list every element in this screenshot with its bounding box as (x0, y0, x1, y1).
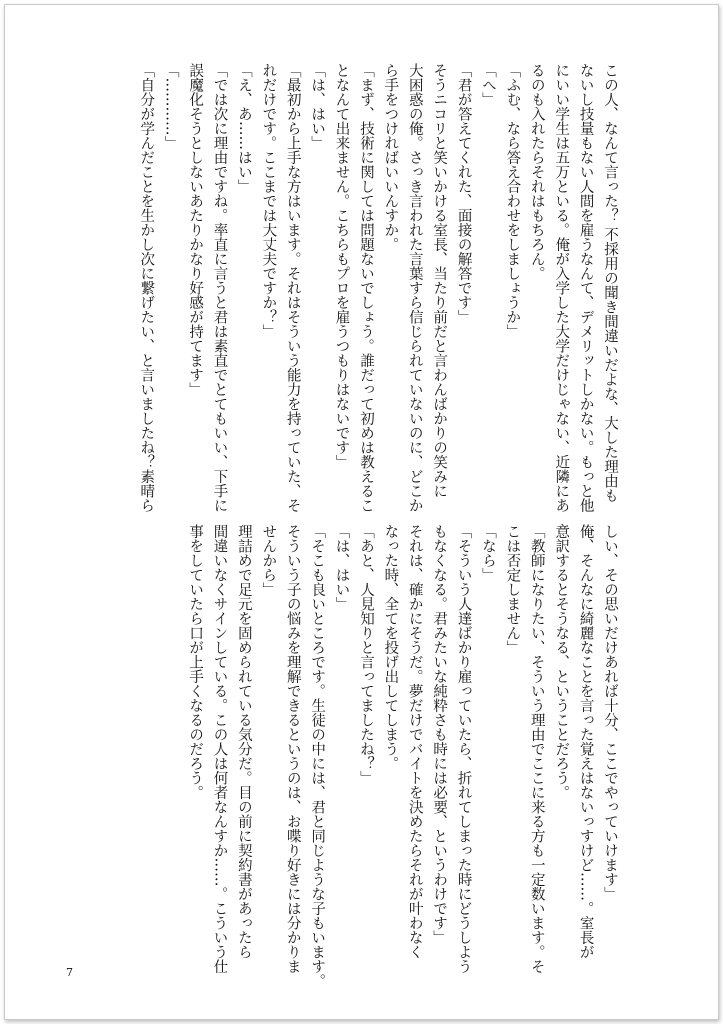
text-line: 「は、はい」 (333, 524, 350, 611)
text-line: 「へ」 (479, 63, 496, 107)
text-line: 意訳するとそうなる、ということだろう。 (553, 524, 570, 800)
text-line: 「最初から上手な方はいます。それはそういう能力を持っていた、そ (284, 63, 301, 513)
upper-text-block (134, 63, 622, 513)
text-line: 「あと、人見知りと言ってましたね？」 (357, 524, 374, 785)
book-page (4, 4, 719, 1020)
text-line: 「教師になりたい、そういう理由でここに来る方も一定数います。そ (528, 524, 545, 974)
text-line: にいい学生は五万といる。俺が入学した大学だけじゃない、近隣にあ (553, 63, 570, 513)
text-line: 「自分が学んだことを生かし次に繋げたい、と言いましたね？素晴ら (138, 63, 155, 513)
text-line: 「…………」 (162, 63, 179, 150)
text-line: 「は、はい」 (309, 63, 326, 150)
text-line: 間違いなくサインしている。この人は何者なんすか……。こういう仕 (211, 524, 228, 974)
page-number: 7 (66, 966, 73, 979)
text-line: となんて出来ません。こちらもプロを雇うつもりはないです」 (333, 63, 350, 469)
text-line: もなくなる。君みたいな純粋さも時には必要、というわけです」 (431, 524, 448, 945)
text-line: 「ふむ、なら答え合わせをしましょうか」 (504, 63, 521, 339)
text-line: るのも入れたらそれはもちろん。 (528, 63, 545, 281)
text-line: こは否定しません」 (504, 524, 521, 655)
lower-text-block (183, 524, 622, 988)
text-line: 「君が答えてくれた、面接の解答です」 (455, 63, 472, 324)
text-line: そうニコリと笑いかける室長、当たり前だと言わんばかりの笑みに (431, 63, 448, 498)
text-line: この人、なんて言った？ 不採用の聞き間違いだよな、大した理由も (602, 63, 618, 503)
text-line: 「そこも良いところです。生徒の中には、君と同じような子もいます。 (309, 524, 326, 988)
text-line: そういう子の悩みを理解できるというのは、お喋り好きには分かりま (284, 524, 301, 974)
text-line: それは、確かにそうだ。夢だけでバイトを決めたらそれが叶わなく (406, 524, 423, 959)
text-line: しい、その思いだけあれば十分、ここでやっていけます」 (602, 524, 618, 901)
text-line: 「なら」 (479, 524, 496, 582)
text-line: 俺、そんなに綺麗なことを言った覚えはないっすけど……。室長が (577, 524, 594, 959)
text-line: 「え、あ……はい」 (235, 63, 252, 194)
text-line: 理詰めで足元を固められている気分だ。目の前に契約書があったら (235, 524, 252, 959)
text-line: 「そういう人達ばかり雇っていたら、折れてしまった時にどうしよう (455, 524, 472, 974)
text-line: ないし技量もない人間を雇うなんて、デメリットしかない。もっと他 (577, 63, 594, 513)
text-line: せんから」 (260, 524, 277, 597)
text-line: 事をしていたら口が上手くなるのだろう。 (187, 524, 204, 800)
text-line: 大困惑の俺。さっき言われた言葉すら信じられていないのに、どこか (406, 63, 423, 513)
text-line: ら手をつければいいんすか。 (382, 63, 399, 252)
text-line: 誤魔化そうとしないあたりかなり好感が持てます」 (187, 63, 204, 397)
text-line: 「では次に理由ですね。率直に言うと君は素直でとてもいい、下手に (211, 63, 228, 513)
text-line: 「まず、技術に関しては問題ないでしょう。誰だって初めは教えるこ (357, 63, 374, 513)
text-line: れだけです。ここまでは大丈夫ですか？」 (260, 63, 277, 339)
text-line: なった時、全てを投げ出してしまう。 (382, 524, 399, 771)
